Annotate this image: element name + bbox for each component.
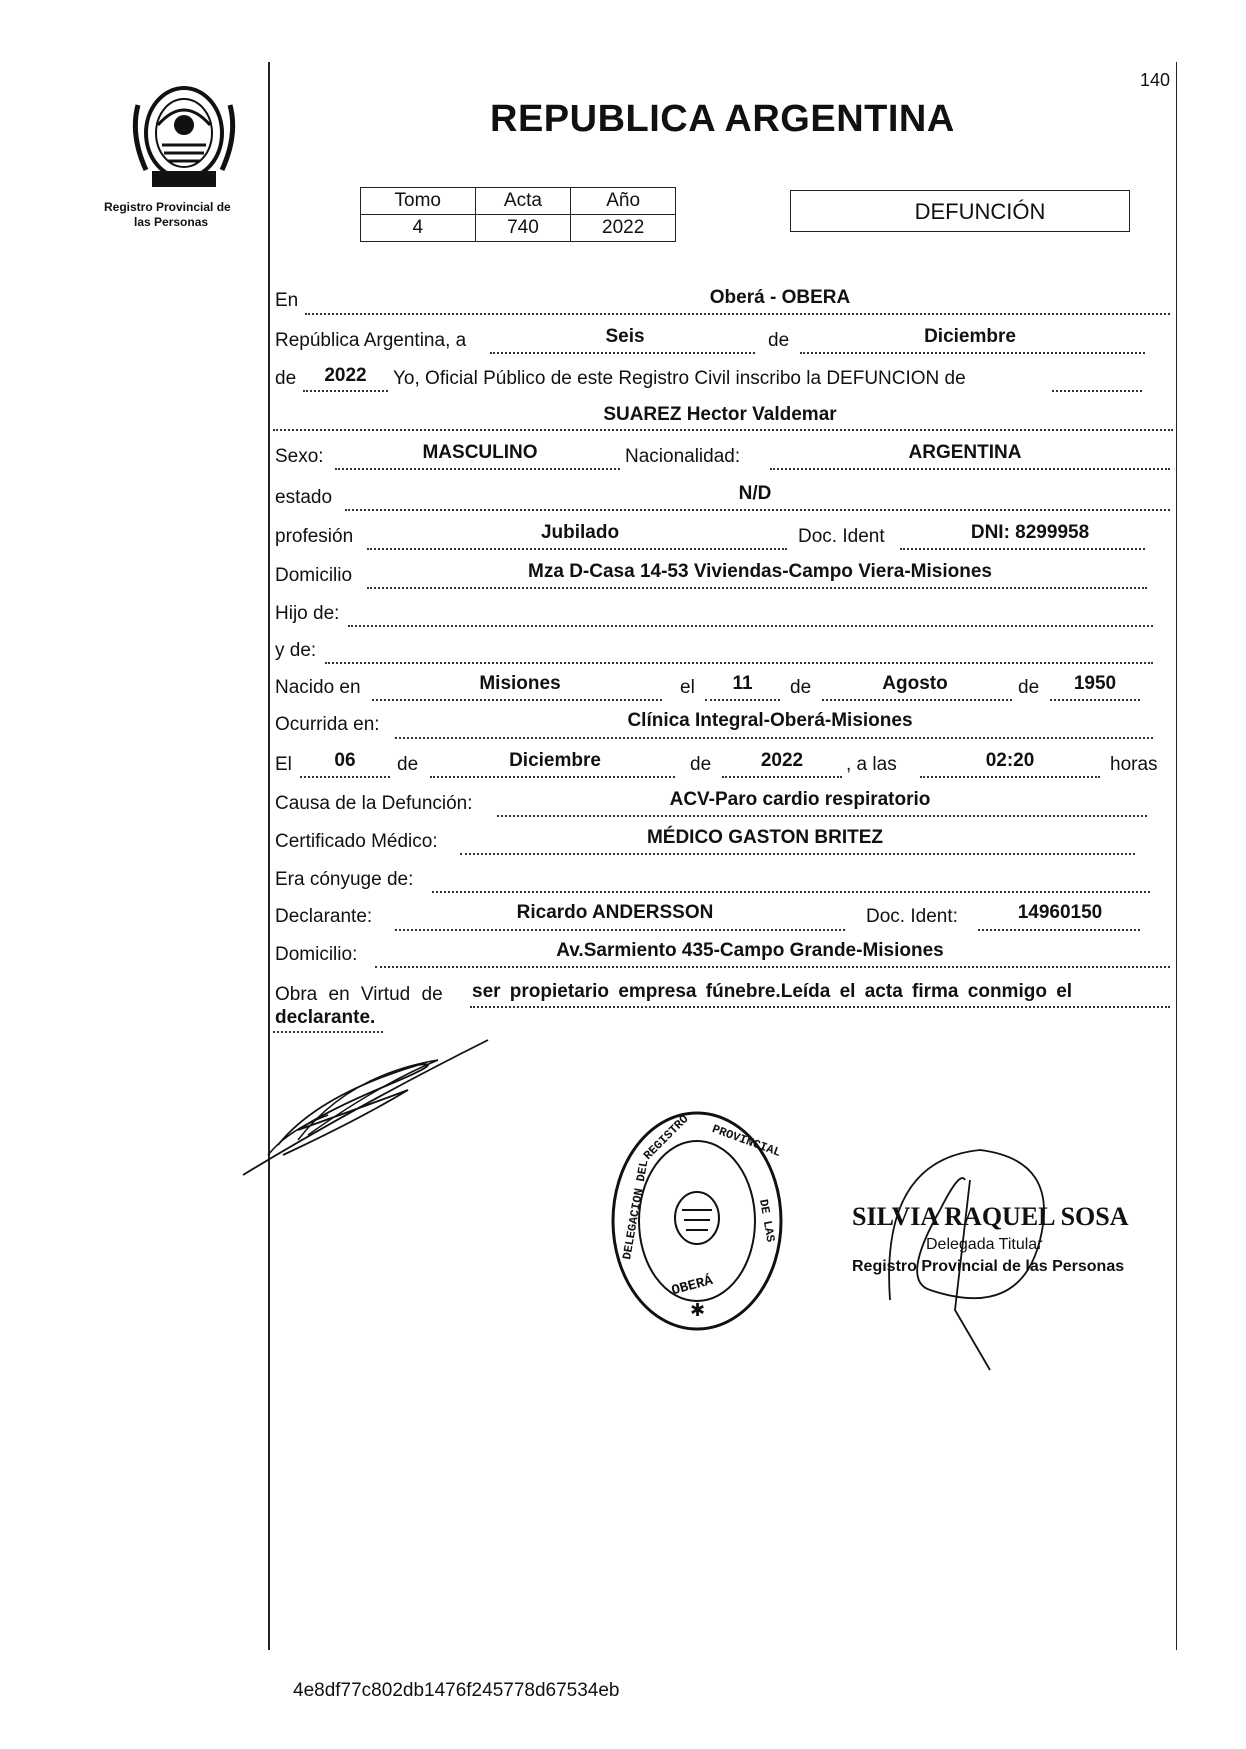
obra-value: ser propietario empresa fúnebre.Leída el acta firma conmigo el <box>472 981 1073 1002</box>
name-line <box>273 429 1173 431</box>
el-month-line <box>430 776 675 778</box>
year-line <box>303 390 388 392</box>
svg-text:DE LAS: DE LAS <box>756 1198 778 1244</box>
doc-value: DNI: 8299958 <box>970 522 1090 543</box>
ocurrida-line <box>395 737 1153 739</box>
svg-text:OBERÁ: OBERÁ <box>670 1272 715 1300</box>
domicilio2-label: Domicilio: <box>275 944 358 965</box>
estado-line <box>345 509 1170 511</box>
republica-label: República Argentina, a <box>275 330 467 351</box>
nacionalidad-value: ARGENTINA <box>908 442 1022 463</box>
domicilio-value: Mza D-Casa 14-53 Viviendas-Campo Viera-Misiones <box>528 561 992 582</box>
year: 2022 <box>324 365 367 386</box>
month-line <box>800 352 1145 354</box>
ocurrida-label: Ocurrida en: <box>275 714 380 735</box>
el-de2: de <box>690 754 712 775</box>
delegation-stamp <box>610 1110 785 1332</box>
right-margin-line <box>1176 62 1177 1650</box>
day-line <box>490 352 755 354</box>
conyuge-label: Era cónyuge de: <box>275 869 414 890</box>
nacido-de2: de <box>1018 677 1040 698</box>
el-de1: de <box>397 754 419 775</box>
sexo-line <box>335 468 620 470</box>
day-text: Seis <box>605 326 645 347</box>
profesion-line <box>367 548 787 550</box>
svg-text:REGISTRO: REGISTRO <box>640 1112 692 1163</box>
time-line <box>920 776 1100 778</box>
obra-label: Obra en Virtud de <box>275 984 443 1005</box>
ano-value: 2022 <box>571 215 676 242</box>
declarante-label: Declarante: <box>275 906 373 927</box>
ocurrida-value: Clínica Integral-Oberá-Misiones <box>627 710 913 731</box>
domicilio-label: Domicilio <box>275 565 353 586</box>
left-margin-line <box>268 62 270 1650</box>
tomo-value: 4 <box>361 215 476 242</box>
domicilio2-value: Av.Sarmiento 435-Campo Grande-Misiones <box>556 940 944 961</box>
declarante-doc-value: 14960150 <box>1017 902 1103 923</box>
el-year-line <box>722 776 842 778</box>
nacido-place-line <box>372 699 662 701</box>
nacionalidad-label: Nacionalidad: <box>625 446 741 467</box>
svg-text:PROVINCIAL: PROVINCIAL <box>710 1122 783 1160</box>
nacionalidad-line <box>770 468 1170 470</box>
hijo-line <box>348 625 1153 627</box>
statement: Yo, Oficial Público de este Registro Civil inscribo la DEFUNCION de <box>393 368 966 389</box>
domicilio-line <box>367 587 1147 589</box>
sexo-value: MASCULINO <box>422 442 538 463</box>
estado-value: N/D <box>738 483 772 504</box>
declarante-doc-label: Doc. Ident: <box>866 906 958 927</box>
alas-label: , a las <box>846 754 897 775</box>
official-title: Delegada Titular <box>926 1236 1043 1253</box>
causa-label: Causa de la Defunción: <box>275 793 473 814</box>
nacido-year: 1950 <box>1073 673 1117 694</box>
acta-table <box>360 187 676 242</box>
nacido-month-line <box>822 699 1012 701</box>
page-number: 140 <box>1140 70 1171 90</box>
de-label-1: de <box>768 330 790 351</box>
declarante-value: Ricardo ANDERSSON <box>516 902 714 923</box>
nacido-year-line <box>1050 699 1140 701</box>
deceased-name: SUAREZ Hector Valdemar <box>603 404 837 425</box>
en-value: Oberá - OBERA <box>709 287 851 308</box>
causa-value: ACV-Paro cardio respiratorio <box>669 789 931 810</box>
document-hash: 4e8df77c802db1476f245778d67534eb <box>293 1680 620 1701</box>
registry-name-line2: las Personas <box>134 215 209 229</box>
conyuge-line <box>432 891 1150 893</box>
nacido-el: el <box>680 677 695 698</box>
month-text: Diciembre <box>924 326 1016 347</box>
obra-line-2 <box>273 1031 383 1033</box>
yde-label: y de: <box>275 640 317 661</box>
nacido-day-line <box>705 699 780 701</box>
acta-value: 740 <box>475 215 571 242</box>
country-title: REPUBLICA ARGENTINA <box>490 98 955 140</box>
nacido-place: Misiones <box>479 673 561 694</box>
obra-line <box>470 1006 1170 1008</box>
nacido-label: Nacido en <box>275 677 361 698</box>
record-type: DEFUNCIÓN <box>914 199 1046 224</box>
yde-line <box>325 662 1153 664</box>
doc-line <box>900 548 1145 550</box>
horas-label: horas <box>1110 754 1158 775</box>
el-label: El <box>275 754 292 775</box>
nacido-month: Agosto <box>882 673 948 694</box>
en-label: En <box>275 290 299 311</box>
declarant-signature <box>238 1035 498 1185</box>
obra-value-2: declarante. <box>275 1007 376 1028</box>
official-name: SILVIA RAQUEL SOSA <box>852 1202 1129 1231</box>
tomo-header: Tomo <box>361 188 476 215</box>
el-year: 2022 <box>760 750 804 771</box>
domicilio2-line <box>375 966 1170 968</box>
acta-header: Acta <box>475 188 571 215</box>
nacido-day: 11 <box>732 673 753 694</box>
misiones-crest-logo <box>128 75 240 190</box>
registry-name-line1: Registro Provincial de <box>104 200 231 214</box>
el-day-line <box>300 776 390 778</box>
en-line <box>305 313 1170 315</box>
certificado-value: MÉDICO GASTON BRITEZ <box>646 827 884 848</box>
statement-line <box>1052 390 1142 392</box>
el-day: 06 <box>334 750 356 771</box>
ano-header: Año <box>571 188 676 215</box>
time: 02:20 <box>985 750 1035 771</box>
declarante-doc-line <box>978 929 1140 931</box>
certificado-label: Certificado Médico: <box>275 831 438 852</box>
nacido-de1: de <box>790 677 812 698</box>
de-label-2: de <box>275 368 297 389</box>
doc-label: Doc. Ident <box>798 526 885 547</box>
el-month: Diciembre <box>509 750 601 771</box>
svg-text:✱: ✱ <box>690 1300 706 1320</box>
profesion-label: profesión <box>275 526 354 547</box>
declarante-line <box>395 929 845 931</box>
profesion-value: Jubilado <box>540 522 620 543</box>
record-type-box <box>790 190 1130 232</box>
svg-text:DELEGACION DEL: DELEGACION DEL <box>620 1158 652 1261</box>
hijo-label: Hijo de: <box>275 603 340 624</box>
certificado-line <box>460 853 1135 855</box>
causa-line <box>497 815 1147 817</box>
sexo-label: Sexo: <box>275 446 324 467</box>
estado-label: estado <box>275 487 333 508</box>
official-office: Registro Provincial de las Personas <box>852 1258 1125 1275</box>
